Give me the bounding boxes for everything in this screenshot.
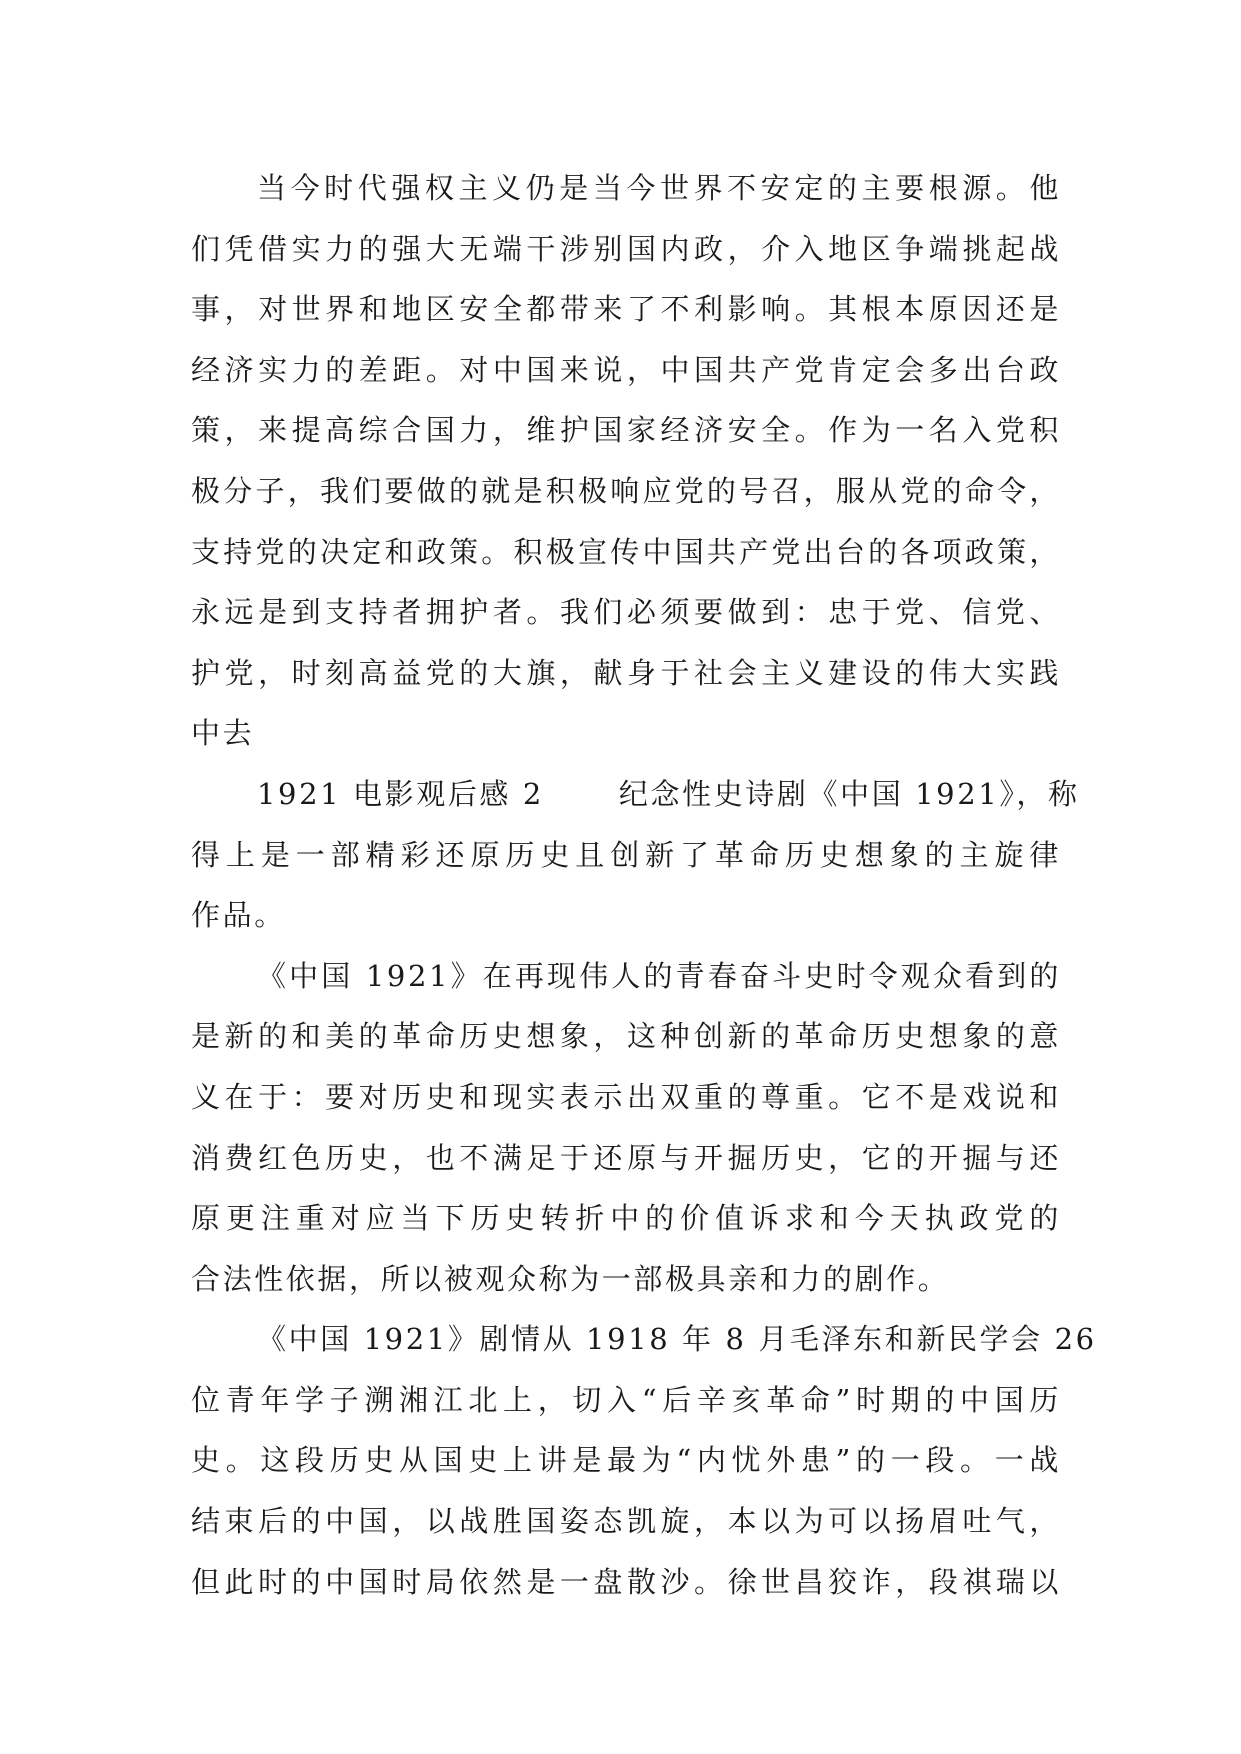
text-line: 1921 电影观后感 2 纪念性史诗剧《中国 1921》，称 [257, 776, 1080, 811]
text-line: 永远是到支持者拥护者。我们必须要做到：忠于党、信党、 [191, 595, 1061, 630]
text-line: 作品。 [191, 898, 286, 933]
text-line: 消费红色历史，也不满足于还原与开掘历史，它的开掘与还 [191, 1140, 1061, 1175]
text-line: 护党，时刻高益党的大旗，献身于社会主义建设的伟大实践 [191, 655, 1061, 690]
text-line: 《中国 1921》在再现伟人的青春奋斗史时令观众看到的 [257, 958, 1061, 993]
text-line: 经济实力的差距。对中国来说，中国共产党肯定会多出台政 [191, 352, 1061, 387]
text-line: 但此时的中国时局依然是一盘散沙。徐世昌狡诈，段祺瑞以 [191, 1564, 1061, 1599]
document-body [191, 158, 1097, 1612]
paragraph [191, 946, 1061, 1310]
text-line: 史。这段历史从国史上讲是最为“内忧外患”的一段。一战 [191, 1443, 1061, 1478]
text-line: 合法性依据，所以被观众称为一部极具亲和力的剧作。 [191, 1261, 950, 1296]
text-line: 义在于：要对历史和现实表示出双重的尊重。它不是戏说和 [191, 1079, 1061, 1114]
text-line: 当今时代强权主义仍是当今世界不安定的主要根源。他 [257, 171, 1061, 205]
text-line: 极分子，我们要做的就是积极响应党的号召，服从党的命令， [191, 473, 1061, 508]
paragraph [191, 158, 1061, 764]
text-line: 得上是一部精彩还原历史且创新了革命历史想象的主旋律 [191, 837, 1061, 872]
text-line: 《中国 1921》剧情从 1918 年 8 月毛泽东和新民学会 26 [257, 1322, 1097, 1357]
text-line: 支持党的决定和政策。积极宣传中国共产党出台的各项政策， [191, 534, 1061, 569]
text-line: 们凭借实力的强大无端干涉别国内政，介入地区争端挑起战 [191, 231, 1061, 266]
text-line: 位青年学子溯湘江北上，切入“后辛亥革命”时期的中国历 [191, 1382, 1061, 1417]
text-line: 策，来提高综合国力，维护国家经济安全。作为一名入党积 [191, 413, 1061, 448]
text-line: 结束后的中国，以战胜国姿态凯旋，本以为可以扬眉吐气， [191, 1504, 1061, 1539]
paragraph [191, 764, 1080, 946]
text-line: 原更注重对应当下历史转折中的价值诉求和今天执政党的 [191, 1201, 1061, 1236]
text-line: 中去 [191, 716, 255, 751]
text-line: 是新的和美的革命历史想象，这种创新的革命历史想象的意 [191, 1019, 1061, 1054]
text-line: 事，对世界和地区安全都带来了不利影响。其根本原因还是 [191, 292, 1061, 327]
paragraph [191, 1309, 1097, 1612]
